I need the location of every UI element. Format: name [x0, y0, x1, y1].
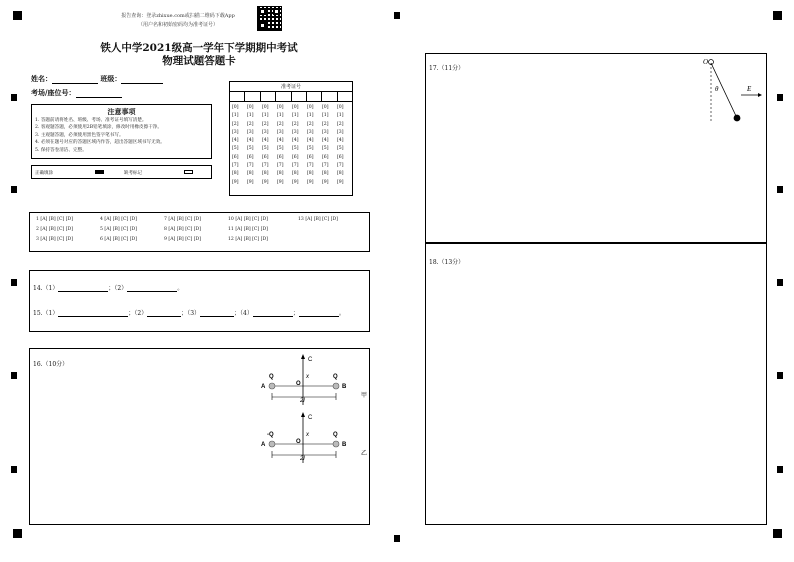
digit-bubble[interactable]: [1] — [247, 113, 254, 119]
exam-title: 铁人中学2021级高一学年下学期期中考试 — [100, 42, 298, 54]
correct-fill-label: 正确填涂 — [35, 171, 53, 176]
digit-bubble[interactable]: [2] — [277, 121, 284, 127]
q14-label: 14. — [33, 285, 43, 292]
charge-left-icon — [269, 441, 275, 447]
timing-mark — [11, 186, 17, 193]
digit-bubble[interactable]: [5] — [277, 146, 284, 152]
distance-label: 2l — [300, 456, 305, 462]
q15-row — [33, 308, 345, 317]
digit-bubble[interactable]: [7] — [232, 163, 239, 169]
digit-bubble[interactable]: [4] — [322, 138, 329, 144]
q15-label: 15. — [33, 310, 43, 317]
digit-bubble[interactable]: [4] — [232, 138, 239, 144]
digit-bubble[interactable]: [7] — [322, 163, 329, 169]
q15-answer-1[interactable] — [58, 311, 128, 317]
right-charge-label: Q — [333, 374, 338, 380]
q14-answer-2[interactable] — [127, 286, 177, 292]
mc-number: 1 — [36, 217, 39, 222]
origin-label: O — [296, 381, 301, 387]
digit-bubble[interactable]: [0] — [307, 105, 314, 110]
exam-id-column — [292, 104, 307, 187]
origin-label: O — [296, 439, 301, 445]
point-b-label: B — [342, 384, 347, 390]
exam-id-bubbles — [230, 102, 352, 187]
x-label: x — [306, 432, 309, 438]
name-class-row — [31, 74, 163, 84]
digit-bubble[interactable]: [8] — [277, 171, 284, 177]
digit-bubble[interactable]: [8] — [292, 171, 299, 177]
mc-number: 6 — [100, 237, 103, 242]
q15-part4-label: ；（4） — [234, 310, 253, 317]
digit-bubble[interactable]: [7] — [307, 163, 314, 169]
digit-bubble[interactable]: [2] — [247, 121, 254, 127]
q15-answer-4b[interactable] — [299, 311, 339, 317]
digit-bubble[interactable]: [0] — [322, 105, 329, 110]
digit-bubble[interactable]: [5] — [322, 146, 329, 152]
missing-mark-label: 缺考标记 — [124, 171, 142, 176]
timing-mark — [394, 535, 400, 542]
missing-mark-box[interactable] — [184, 170, 193, 174]
digit-bubble[interactable]: [2] — [337, 121, 344, 127]
pivot-label: O — [703, 58, 709, 66]
digit-bubble[interactable]: [3] — [307, 129, 314, 135]
timing-mark — [11, 94, 17, 101]
correct-fill-sample — [95, 170, 104, 174]
mc-number: 4 — [100, 217, 103, 222]
digit-bubble[interactable]: [6] — [322, 154, 329, 160]
digit-bubble[interactable]: [9] — [322, 179, 329, 185]
digit-bubble[interactable]: [4] — [292, 138, 299, 144]
mc-number: 7 — [164, 217, 167, 222]
digit-bubble[interactable]: [6] — [337, 154, 344, 160]
timing-mark — [394, 12, 400, 19]
timing-mark — [777, 466, 783, 473]
digit-bubble[interactable]: [3] — [277, 129, 284, 135]
q14-answer-1[interactable] — [58, 286, 108, 292]
fill-example — [31, 165, 212, 179]
q17-pendulum-figure — [701, 57, 771, 127]
timing-mark — [777, 372, 783, 379]
mc-options[interactable]: [A] [B] [C] [D] — [235, 227, 268, 232]
mc-question-12[interactable] — [228, 237, 268, 242]
arrow-icon — [758, 93, 762, 97]
digit-bubble[interactable]: [7] — [277, 163, 284, 169]
digit-bubble[interactable]: [0] — [277, 105, 284, 110]
left-charge-label: Q — [269, 374, 274, 380]
room-row — [31, 88, 122, 98]
timing-mark — [11, 372, 17, 379]
corner-mark — [773, 11, 782, 20]
exam-id-column — [337, 104, 352, 187]
arrow-icon — [301, 354, 305, 359]
arrow-icon — [301, 412, 305, 417]
exam-id-heading: 准考证号 — [230, 82, 352, 92]
digit-bubble[interactable]: [6] — [232, 154, 239, 160]
exam-id-column — [232, 104, 247, 187]
figure-tag: 乙 — [361, 451, 368, 457]
q16-figure-b — [258, 411, 378, 471]
timing-mark — [777, 94, 783, 101]
notice-item: 5. 保持答卷清洁、完整。 — [35, 147, 87, 153]
mc-question-11[interactable] — [228, 227, 268, 232]
digit-bubble[interactable]: [9] — [247, 179, 254, 185]
notice-item: 1. 答题前请将姓名、班级、考场、准考证号填写清楚。 — [35, 118, 147, 123]
mc-options[interactable]: [A] [B] [C] [D] — [40, 237, 74, 242]
digit-bubble[interactable]: [9] — [307, 179, 314, 185]
timing-mark — [777, 186, 783, 193]
digit-bubble[interactable]: [1] — [322, 113, 329, 119]
mc-number: 12 — [228, 237, 234, 242]
digit-bubble[interactable]: [0] — [292, 105, 299, 110]
point-a-label: A — [261, 442, 266, 448]
q17-box[interactable] — [425, 53, 767, 243]
digit-bubble[interactable]: [0] — [232, 105, 239, 110]
point-a-label: A — [261, 384, 266, 390]
digit-bubble[interactable]: [5] — [262, 146, 269, 152]
class-field[interactable] — [121, 76, 163, 84]
right-charge-label: Q — [333, 432, 338, 438]
timing-mark — [11, 466, 17, 473]
digit-bubble[interactable]: [6] — [307, 154, 314, 160]
mc-number: 5 — [100, 227, 103, 232]
digit-bubble[interactable]: [1] — [292, 113, 299, 119]
digit-bubble[interactable]: [6] — [277, 154, 284, 160]
mc-options[interactable]: [A] [B] [C] [D] — [168, 227, 202, 232]
mc-question-13[interactable] — [298, 217, 338, 222]
digit-bubble[interactable]: [5] — [337, 146, 344, 152]
digit-bubble[interactable]: [2] — [322, 121, 329, 127]
q16-box[interactable] — [29, 348, 370, 525]
digit-bubble[interactable]: [1] — [262, 113, 269, 119]
digit-bubble[interactable]: [1] — [307, 113, 314, 119]
mc-question-6[interactable] — [100, 237, 137, 242]
digit-bubble[interactable]: [0] — [247, 105, 254, 110]
distance-label: 2l — [300, 398, 305, 404]
q15-answer-3[interactable] — [200, 311, 234, 317]
multiple-choice-box — [29, 212, 370, 252]
notice-item: 3. 主观题答题，必须使用黑色签字笔书写。 — [35, 132, 124, 138]
q17-label: 17.（11分） — [429, 65, 465, 72]
x-label: x — [306, 374, 309, 380]
notice-item: 2. 客观题答题，必须使用2B铅笔填涂，修改时用橡皮擦干净。 — [35, 125, 162, 131]
mc-question-4[interactable] — [100, 217, 137, 222]
digit-bubble[interactable]: [0] — [262, 105, 269, 110]
digit-bubble[interactable]: [9] — [277, 179, 284, 185]
room-field[interactable] — [76, 90, 122, 98]
digit-bubble[interactable]: [1] — [337, 113, 344, 119]
mc-number: 2 — [36, 227, 39, 232]
qr-code-icon[interactable] — [257, 6, 282, 31]
timing-mark — [777, 279, 783, 286]
digit-bubble[interactable]: [4] — [337, 138, 344, 144]
name-field[interactable] — [52, 76, 98, 84]
digit-bubble[interactable]: [7] — [292, 163, 299, 169]
digit-bubble[interactable]: [1] — [232, 113, 239, 119]
digit-bubble[interactable]: [5] — [307, 146, 314, 152]
q14-row — [33, 283, 183, 292]
digit-bubble[interactable]: [5] — [232, 146, 239, 152]
digit-bubble[interactable]: [2] — [307, 121, 314, 127]
q14-part1-label: （1） — [42, 285, 59, 292]
mc-options[interactable]: [A] [B] [C] [D] — [104, 237, 138, 242]
digit-bubble[interactable]: [5] — [292, 146, 299, 152]
corner-mark — [13, 11, 22, 20]
digit-bubble[interactable]: [3] — [232, 129, 239, 135]
digit-bubble[interactable]: [3] — [337, 129, 344, 135]
digit-bubble[interactable]: [7] — [337, 163, 344, 169]
digit-bubble[interactable]: [6] — [292, 154, 299, 160]
digit-bubble[interactable]: [4] — [262, 138, 269, 144]
q15-answer-2[interactable] — [147, 311, 181, 317]
mc-number: 9 — [164, 237, 167, 242]
q15-answer-4a[interactable] — [253, 311, 293, 317]
charge-right-icon — [333, 383, 339, 389]
q14-part2-label: ；（2） — [108, 285, 128, 292]
mc-question-9[interactable] — [164, 237, 201, 242]
digit-bubble[interactable]: [3] — [292, 129, 299, 135]
mc-question-5[interactable] — [100, 227, 137, 232]
digit-bubble[interactable]: [8] — [232, 171, 239, 177]
exam-id-column — [307, 104, 322, 187]
mc-question-1[interactable] — [36, 217, 73, 222]
q18-box[interactable] — [425, 243, 767, 525]
report-notice-line1: 报告查询：登录zhixue.com或扫描二维码下载App — [121, 13, 235, 19]
charge-left-icon — [269, 383, 275, 389]
mc-number: 11 — [228, 227, 234, 232]
digit-bubble[interactable]: [6] — [247, 154, 254, 160]
mc-number: 3 — [36, 237, 39, 242]
exam-id-column — [262, 104, 277, 187]
digit-bubble[interactable]: [4] — [277, 138, 284, 144]
digit-bubble[interactable]: [0] — [337, 105, 344, 110]
charge-right-icon — [333, 441, 339, 447]
digit-bubble[interactable]: [4] — [307, 138, 314, 144]
digit-bubble[interactable]: [9] — [232, 179, 239, 185]
digit-bubble[interactable]: [3] — [247, 129, 254, 135]
mc-number: 13 — [298, 217, 304, 222]
q15-part1-label: （1） — [42, 310, 59, 317]
digit-bubble[interactable]: [3] — [322, 129, 329, 135]
digit-bubble[interactable]: [8] — [337, 171, 344, 177]
mc-question-8[interactable] — [164, 227, 201, 232]
mc-options[interactable]: [A] [B] [C] [D] — [104, 217, 138, 222]
digit-bubble[interactable]: [3] — [262, 129, 269, 135]
mc-options[interactable]: [A] [B] [C] [D] — [305, 217, 338, 222]
exam-subtitle: 物理试题答题卡 — [162, 55, 236, 67]
digit-bubble[interactable]: [2] — [292, 121, 299, 127]
digit-bubble[interactable]: [8] — [307, 171, 314, 177]
digit-bubble[interactable]: [1] — [277, 113, 284, 119]
mc-number: 8 — [164, 227, 167, 232]
corner-mark — [13, 529, 22, 538]
point-c-label: C — [308, 357, 313, 363]
mc-options[interactable]: [A] [B] [C] [D] — [168, 237, 202, 242]
class-label: 班级： — [100, 74, 122, 83]
digit-bubble[interactable]: [7] — [247, 163, 254, 169]
report-notice-line2: （用户名和初始密码均为准考证号） — [137, 22, 218, 28]
report-notice — [108, 12, 248, 30]
exam-id-grid — [229, 81, 353, 196]
notice-heading: 注意事项 — [107, 107, 136, 116]
angle-label: θ — [715, 85, 719, 93]
notice-item: 4. 必须在题号对应的答题区域内作答，超出答题区域书写无效。 — [35, 140, 165, 146]
digit-bubble[interactable]: [6] — [262, 154, 269, 160]
digit-bubble[interactable]: [4] — [247, 138, 254, 144]
room-label: 考场/座位号： — [31, 88, 76, 97]
name-label: 姓名： — [31, 74, 52, 83]
mc-options[interactable]: [A] [B] [C] [D] — [235, 237, 268, 242]
notice-box — [31, 104, 212, 159]
timing-mark — [11, 279, 17, 286]
figure-tag: 甲 — [361, 393, 368, 399]
digit-bubble[interactable]: [9] — [292, 179, 299, 185]
point-c-label: C — [308, 415, 313, 421]
q15-part3-label: ；（3） — [181, 310, 201, 317]
q14-end: 。 — [177, 285, 184, 292]
exam-id-column — [322, 104, 337, 187]
q14-q15-box — [29, 270, 370, 332]
exam-id-column — [277, 104, 292, 187]
q16-figure-a — [258, 353, 378, 413]
mc-question-3[interactable] — [36, 237, 73, 242]
digit-bubble[interactable]: [8] — [262, 171, 269, 177]
q15-end: 。 — [338, 310, 345, 317]
mc-question-7[interactable] — [164, 217, 201, 222]
mc-options[interactable]: [A] [B] [C] [D] — [40, 217, 74, 222]
mc-options[interactable]: [A] [B] [C] [D] — [104, 227, 138, 232]
mc-options[interactable]: [A] [B] [C] [D] — [235, 217, 268, 222]
exam-id-column — [247, 104, 262, 187]
ball-icon — [734, 115, 741, 122]
digit-bubble[interactable]: [2] — [262, 121, 269, 127]
digit-bubble[interactable]: [9] — [337, 179, 344, 185]
mc-question-2[interactable] — [36, 227, 73, 232]
q16-label: 16.（10分） — [33, 361, 69, 368]
q15-part2-label: ；（2） — [128, 310, 148, 317]
field-label: E — [747, 85, 752, 93]
mc-question-10[interactable] — [228, 217, 268, 222]
q18-label: 18.（13分） — [429, 259, 465, 266]
q15-separator: ； — [292, 310, 299, 317]
point-b-label: B — [342, 442, 347, 448]
corner-mark — [773, 529, 782, 538]
digit-bubble[interactable]: [8] — [247, 171, 254, 177]
digit-bubble[interactable]: [2] — [232, 121, 239, 127]
digit-bubble[interactable]: [5] — [247, 146, 254, 152]
digit-bubble[interactable]: [7] — [262, 163, 269, 169]
exam-id-write-row[interactable] — [230, 92, 352, 102]
mc-number: 10 — [228, 217, 234, 222]
digit-bubble[interactable]: [8] — [322, 171, 329, 177]
mc-options[interactable]: [A] [B] [C] [D] — [40, 227, 74, 232]
digit-bubble[interactable]: [9] — [262, 179, 269, 185]
mc-options[interactable]: [A] [B] [C] [D] — [168, 217, 202, 222]
left-charge-label: -Q — [267, 432, 274, 438]
